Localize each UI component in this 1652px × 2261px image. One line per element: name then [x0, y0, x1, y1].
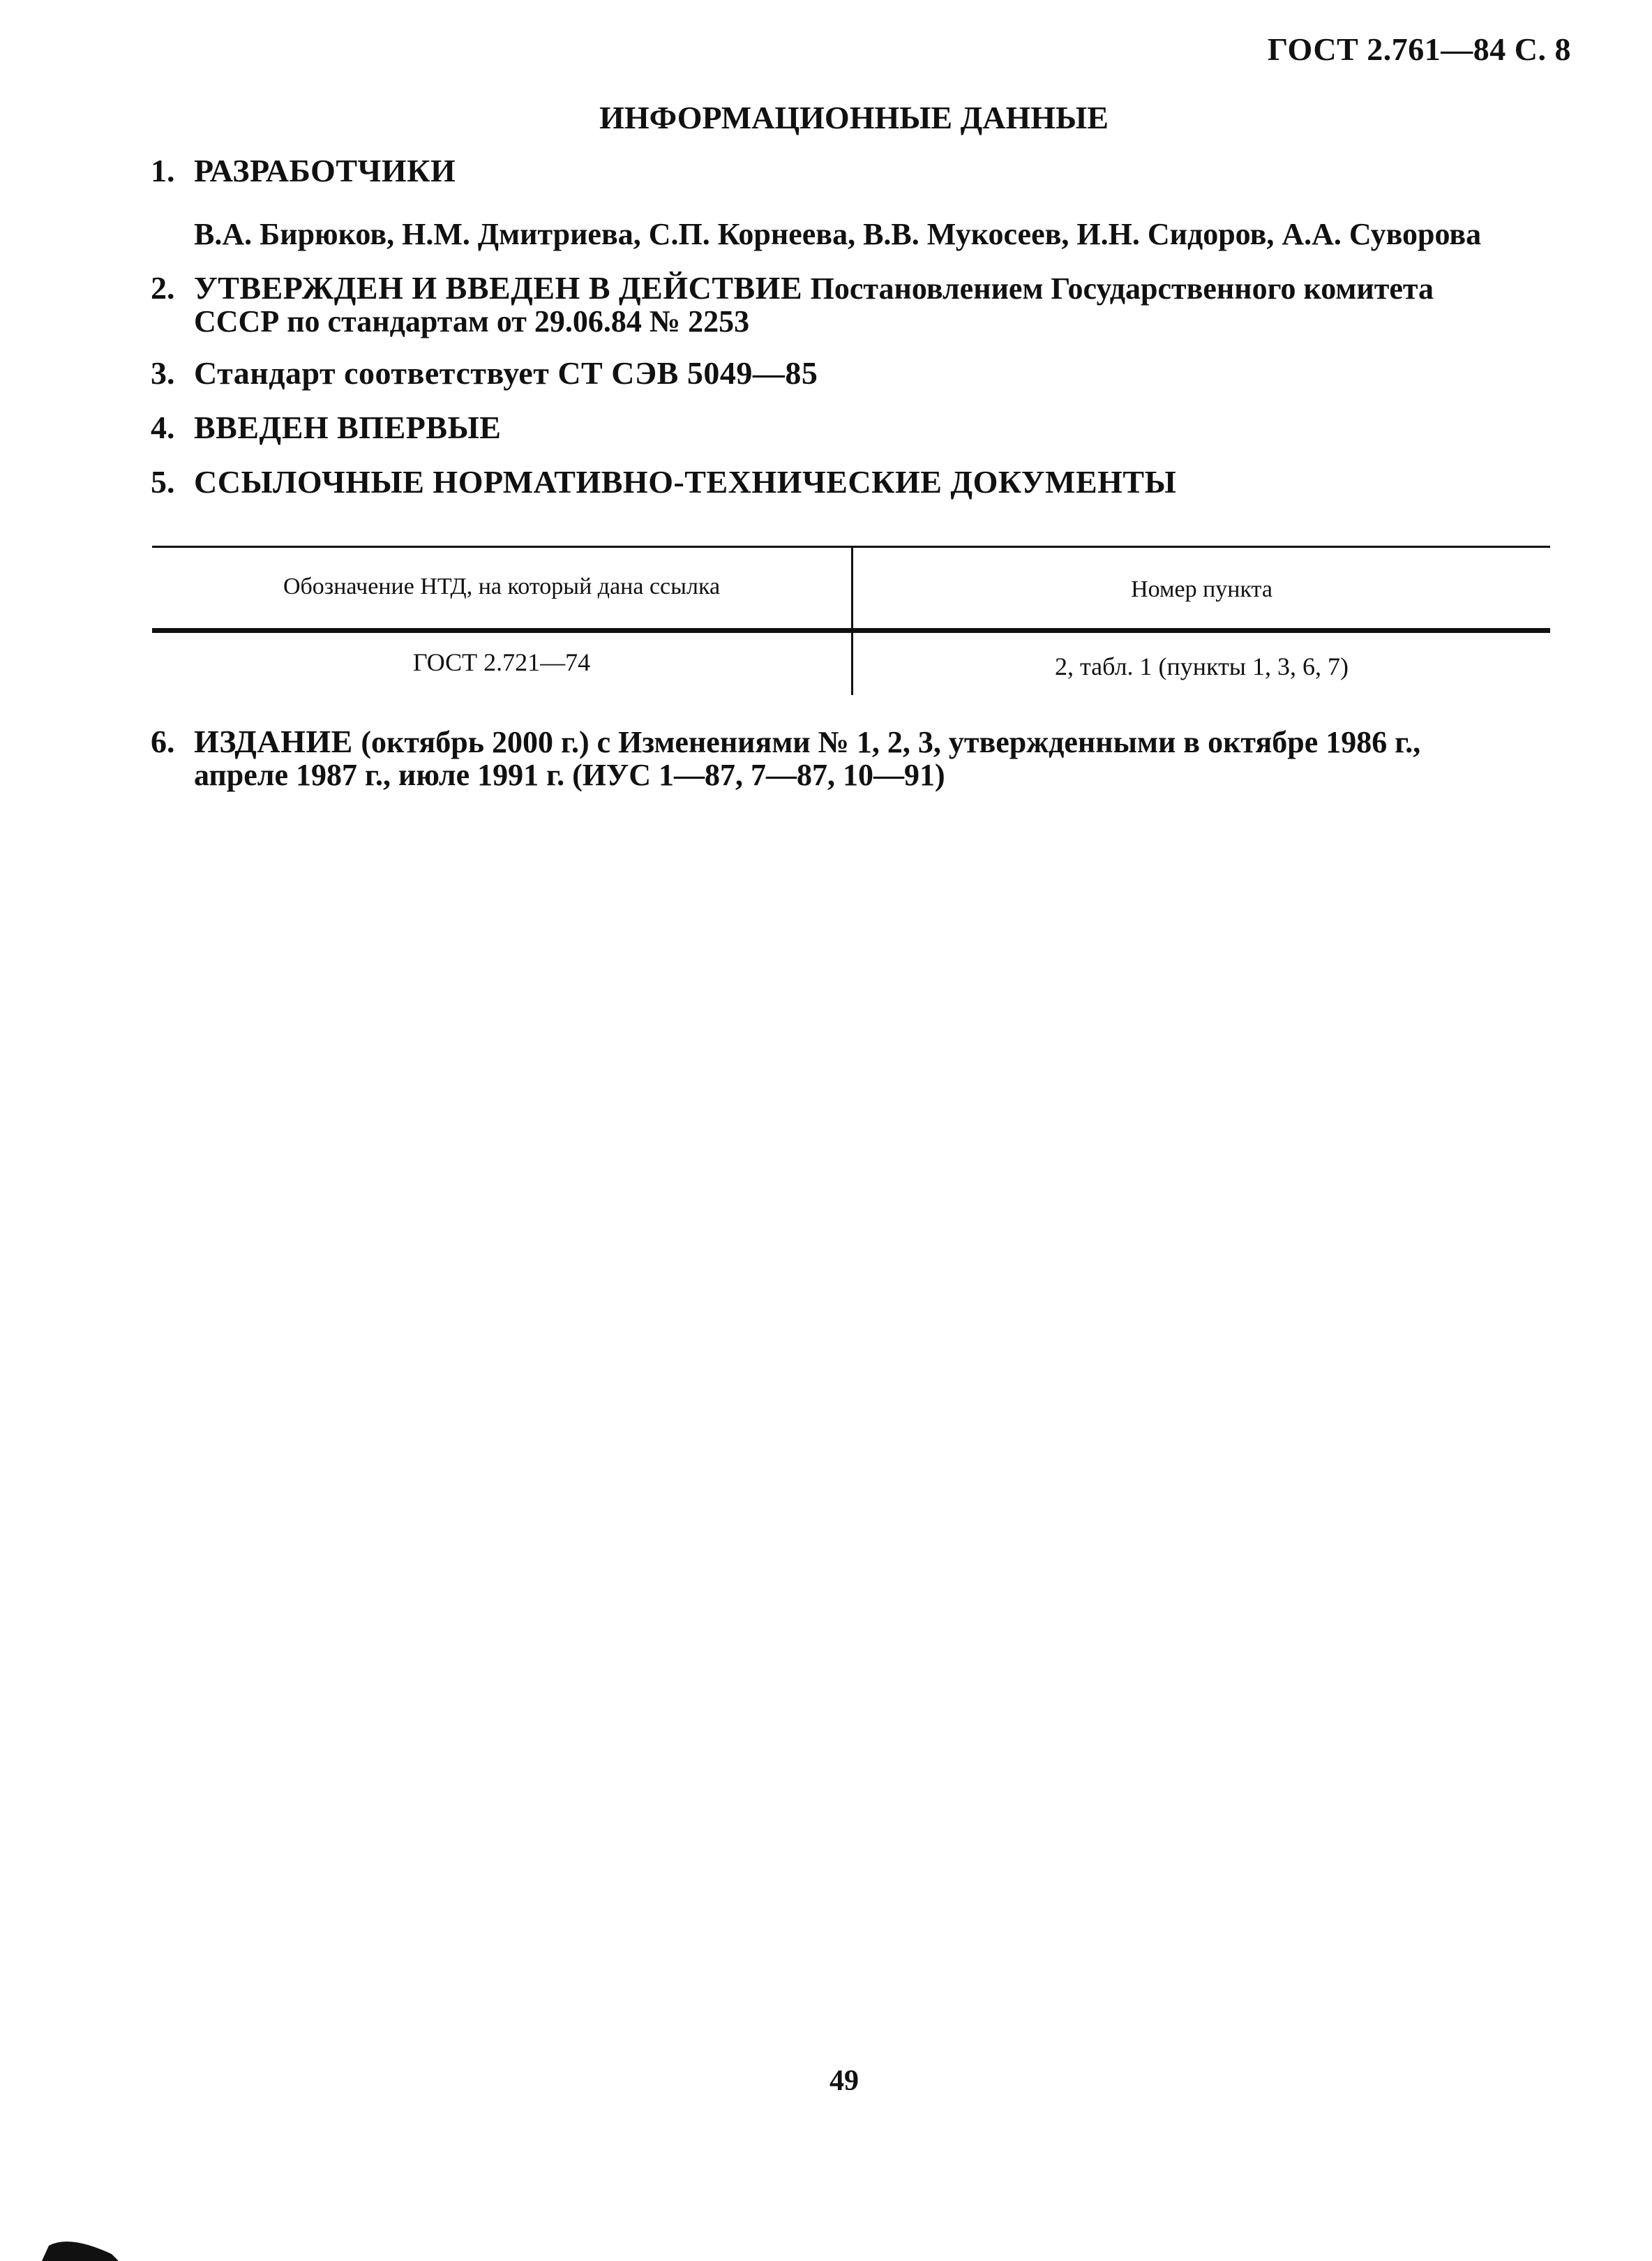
table-header-clause-number: Номер пункта	[1131, 576, 1272, 602]
item-number: 3.	[151, 355, 175, 391]
table-cell-designation: ГОСТ 2.721—74	[412, 648, 591, 676]
developers-list: В.А. Бирюков, Н.М. Дмитриева, С.П. Корнеева, В.В. Мукосеев, И.Н. Сидоров, А.А. Суворова	[194, 217, 1482, 251]
item-heading: ВВЕДЕН ВПЕРВЫЕ	[194, 410, 502, 445]
table-header-designation: Обозначение НТД, на который дана ссылка	[283, 574, 721, 599]
scan-artifact-mark	[42, 2233, 119, 2261]
item-reference-documents	[151, 466, 1504, 498]
item-number: 6.	[151, 724, 175, 759]
document-reference-header: ГОСТ 2.761—84 С. 8	[1267, 31, 1571, 67]
item-number: 5.	[151, 464, 175, 500]
section-title: ИНФОРМАЦИОННЫЕ ДАННЫЕ	[599, 100, 1109, 135]
item-conformity	[151, 357, 1504, 389]
table-cell-clause-number: 2, табл. 1 (пункты 1, 3, 6, 7)	[1055, 652, 1349, 680]
item-text: Постановлением Государственного комитета СССР по стандартам от 29.06.84 № 2253	[194, 271, 1434, 338]
item-heading: РАЗРАБОТЧИКИ	[194, 153, 456, 188]
item-heading: УТВЕРЖДЕН И ВВЕДЕН В ДЕЙСТВИЕ	[194, 270, 803, 306]
item-first-introduced	[151, 412, 1504, 444]
item-approval	[151, 272, 1504, 338]
item-heading: ССЫЛОЧНЫЕ НОРМАТИВНО-ТЕХНИЧЕСКИЕ ДОКУМЕНТЫ	[194, 464, 1177, 500]
item-edition	[151, 726, 1504, 791]
item-text: (октябрь 2000 г.) с Изменениями № 1, 2, 3, утвержденными в октябре 1986 г., апреле 1987 г., июле 1991 г. (ИУС 1—87, 7—87, 10—91)	[194, 725, 1421, 792]
item-number: 2.	[151, 270, 175, 306]
item-number: 4.	[151, 410, 175, 445]
item-heading: ИЗДАНИЕ	[194, 724, 353, 759]
item-heading: Стандарт соответствует СТ СЭВ 5049—85	[194, 355, 818, 391]
reference-documents-table	[152, 546, 1550, 695]
page-number: 49	[829, 2065, 859, 2097]
item-developers	[151, 155, 1504, 187]
item-number: 1.	[151, 153, 175, 188]
